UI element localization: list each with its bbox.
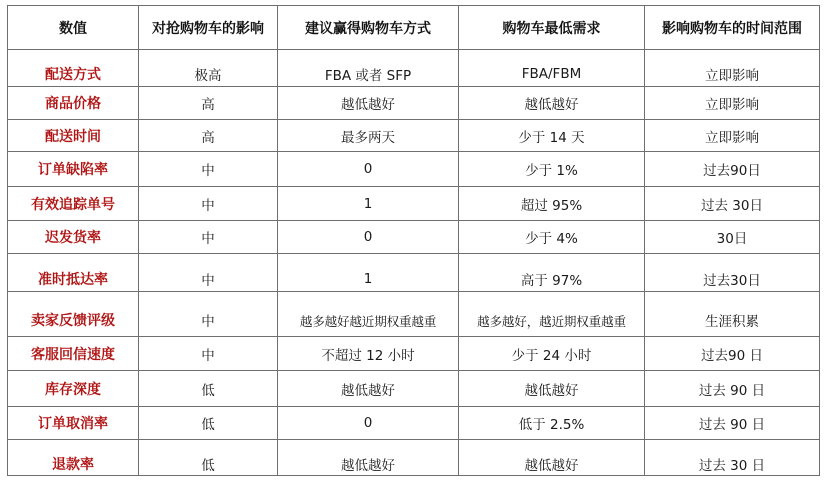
- impact-cell: [139, 407, 278, 440]
- requirement-text: 超过 95%: [520, 197, 583, 214]
- impact-cell: [139, 120, 278, 152]
- requirement-text: 越多越好，越近期权重越重: [477, 313, 626, 329]
- table-row: [8, 187, 820, 221]
- table-row: [8, 337, 820, 371]
- timerange-text: 立即影响: [705, 129, 759, 146]
- metric-cell: [8, 50, 139, 87]
- method-text: 1: [363, 270, 373, 287]
- table-row: [8, 371, 820, 407]
- impact-text: 低: [201, 417, 215, 433]
- method-cell: [278, 87, 459, 120]
- metric-cell: [8, 152, 139, 187]
- requirement-cell: [459, 221, 645, 254]
- timerange-cell: [645, 87, 820, 120]
- requirement-cell: [459, 337, 645, 371]
- requirement-text: 低于 2.5%: [518, 417, 585, 433]
- method-text: 0: [363, 161, 373, 177]
- header-suggested-method: 建议赢得购物车方式: [278, 6, 459, 50]
- impact-cell: [139, 152, 278, 187]
- impact-cell: [139, 50, 278, 87]
- table-header: [8, 6, 820, 50]
- method-cell: [278, 120, 459, 152]
- impact-text: 高: [201, 129, 215, 146]
- timerange-text: 生涯积累: [705, 314, 759, 330]
- requirement-text: 越低越好: [524, 97, 579, 113]
- timerange-cell: [645, 407, 820, 440]
- impact-cell: [139, 254, 278, 292]
- impact-text: 中: [201, 197, 215, 214]
- timerange-cell: [645, 120, 820, 152]
- table-row: [8, 50, 820, 87]
- timerange-text: 过去90日: [703, 163, 761, 179]
- impact-cell: [139, 87, 278, 120]
- method-cell: [278, 254, 459, 292]
- table-row: [8, 407, 820, 440]
- impact-text: 极高: [194, 68, 222, 84]
- method-text: 0: [363, 415, 373, 431]
- requirement-cell: [459, 254, 645, 292]
- table-row: [8, 87, 820, 120]
- table-body: [8, 50, 820, 476]
- impact-text: 低: [201, 382, 215, 399]
- method-cell: [278, 152, 459, 187]
- metric-cell: [8, 254, 139, 292]
- impact-cell: [139, 221, 278, 254]
- method-cell: [278, 187, 459, 221]
- impact-text: 高: [201, 97, 215, 113]
- method-cell: [278, 440, 459, 476]
- method-cell: [278, 292, 459, 337]
- header-row: [8, 6, 820, 50]
- method-cell: [278, 337, 459, 371]
- impact-cell: [139, 440, 278, 476]
- header-impact: 对抢购物车的影响: [139, 6, 278, 50]
- timerange-text: 过去 90 日: [698, 382, 766, 399]
- metric-text: 配送时间: [45, 128, 101, 145]
- timerange-cell: [645, 221, 820, 254]
- table-row: [8, 120, 820, 152]
- requirement-cell: [459, 120, 645, 152]
- timerange-cell: [645, 187, 820, 221]
- timerange-cell: [645, 337, 820, 371]
- timerange-cell: [645, 440, 820, 476]
- table-row: [8, 152, 820, 187]
- method-text: 最多两天: [341, 129, 395, 146]
- timerange-cell: [645, 50, 820, 87]
- requirement-cell: [459, 407, 645, 440]
- header-metric: 数值: [8, 6, 139, 50]
- impact-text: 中: [201, 163, 215, 179]
- timerange-cell: [645, 152, 820, 187]
- metric-text: 准时抵达率: [38, 271, 108, 288]
- metric-cell: [8, 187, 139, 221]
- metric-cell: [8, 120, 139, 152]
- requirement-cell: [459, 87, 645, 120]
- requirement-text: 少于 4%: [525, 231, 578, 247]
- timerange-text: 过去 30日: [701, 197, 763, 214]
- requirement-text: 越低越好: [524, 457, 579, 474]
- metric-text: 退款率: [52, 456, 94, 473]
- method-text: 不超过 12 小时: [321, 347, 415, 364]
- metric-text: 订单缺陷率: [38, 162, 108, 178]
- timerange-text: 立即影响: [705, 97, 759, 113]
- metric-text: 库存深度: [45, 381, 101, 398]
- timerange-text: 过去30日: [703, 272, 761, 289]
- metric-cell: [8, 221, 139, 254]
- requirement-cell: [459, 50, 645, 87]
- requirement-text: 少于 14 天: [518, 129, 585, 146]
- metric-text: 客服回信速度: [31, 346, 115, 363]
- table-row: [8, 221, 820, 254]
- timerange-text: 过去90 日: [701, 347, 763, 364]
- impact-text: 中: [201, 231, 215, 247]
- gold-buybox-factors-table: [7, 5, 820, 476]
- metric-text: 卖家反馈评级: [31, 313, 115, 329]
- metric-cell: [8, 371, 139, 407]
- requirement-cell: [459, 440, 645, 476]
- header-time-range: 影响购物车的时间范围: [645, 6, 820, 50]
- method-text: 1: [363, 195, 373, 212]
- method-cell: [278, 407, 459, 440]
- method-text: 越低越好: [341, 457, 395, 474]
- timerange-cell: [645, 292, 820, 337]
- timerange-cell: [645, 254, 820, 292]
- requirement-cell: [459, 292, 645, 337]
- metric-text: 有效追踪单号: [31, 196, 115, 213]
- method-text: 越低越好: [341, 97, 395, 113]
- impact-cell: [139, 337, 278, 371]
- method-cell: [278, 371, 459, 407]
- impact-cell: [139, 292, 278, 337]
- impact-text: 中: [201, 314, 215, 330]
- method-text: 越低越好: [341, 382, 395, 399]
- requirement-text: 少于 24 小时: [511, 347, 592, 364]
- requirement-text: 高于 97%: [520, 272, 583, 289]
- header-minimum-requirement: 购物车最低需求: [459, 6, 645, 50]
- impact-text: 中: [201, 347, 215, 364]
- requirement-text: 少于 1%: [525, 163, 578, 179]
- timerange-text: 过去 90 日: [698, 417, 766, 433]
- impact-cell: [139, 187, 278, 221]
- metric-text: 订单取消率: [38, 416, 108, 432]
- method-cell: [278, 221, 459, 254]
- metric-text: 配送方式: [45, 67, 101, 83]
- metric-text: 商品价格: [45, 96, 101, 112]
- method-cell: [278, 50, 459, 87]
- method-text: 越多越好越近期权重越重: [299, 313, 437, 329]
- timerange-cell: [645, 371, 820, 407]
- timerange-text: 过去 30 日: [698, 457, 766, 474]
- timerange-text: 立即影响: [705, 68, 759, 84]
- metric-cell: [8, 292, 139, 337]
- method-text: FBA 或者 SFP: [324, 68, 412, 84]
- metric-cell: [8, 87, 139, 120]
- impact-text: 中: [201, 272, 215, 289]
- metric-cell: [8, 407, 139, 440]
- requirement-cell: [459, 152, 645, 187]
- requirement-cell: [459, 187, 645, 221]
- impact-text: 低: [201, 457, 215, 474]
- metric-text: 迟发货率: [45, 230, 101, 246]
- table-row: [8, 292, 820, 337]
- requirement-cell: [459, 371, 645, 407]
- impact-cell: [139, 371, 278, 407]
- requirement-text: FBA/FBM: [521, 66, 582, 82]
- requirement-text: 越低越好: [524, 382, 579, 399]
- metric-cell: [8, 440, 139, 476]
- table-row: [8, 440, 820, 476]
- method-text: 0: [363, 229, 373, 245]
- metric-cell: [8, 337, 139, 371]
- table-row: [8, 254, 820, 292]
- timerange-text: 30日: [716, 231, 748, 247]
